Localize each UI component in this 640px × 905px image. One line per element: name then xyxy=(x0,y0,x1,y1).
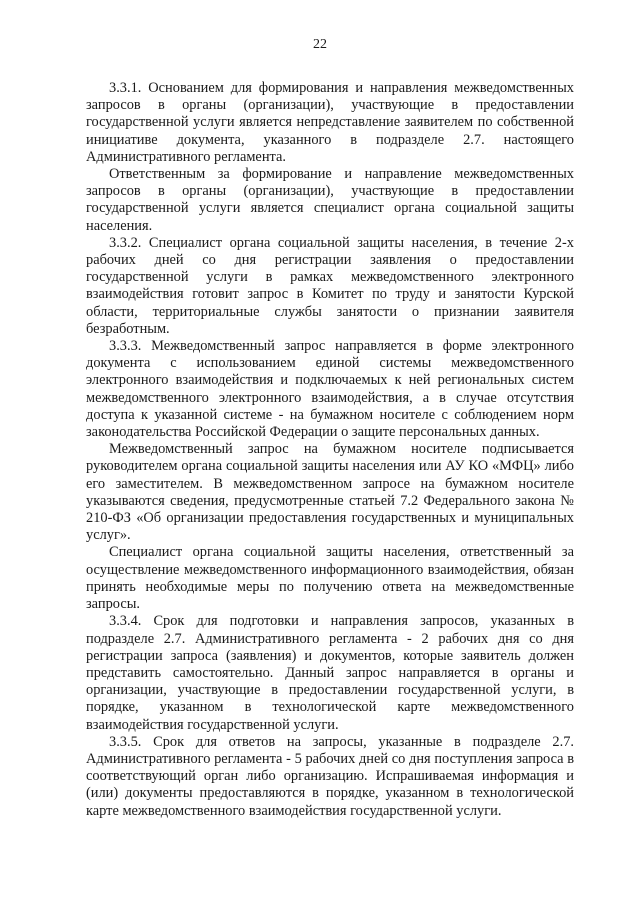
paragraph-3-3-2: 3.3.2. Специалист органа социальной защиты населения, в течение 2-х рабочих дней со дня регистрации заявления о предоставлении государственной услуги в рамках межведомственного электронного взаимодействия готовит запрос в Комитет по труду и занятости Курской области, территориальные службы занятости о признании заявителя безработным. xyxy=(86,234,574,337)
paragraph-3-3-5: 3.3.5. Срок для ответов на запросы, указанные в подразделе 2.7. Административного регламента - 5 рабочих дней со дня поступления запроса в соответствующий орган либо организацию. Испрашиваемая информация и (или) документы предоставляются в порядке, указанном в технологической карте межведомственного взаимодействия государственной услуги. xyxy=(86,733,574,819)
paragraph-3-3-4: 3.3.4. Срок для подготовки и направления запросов, указанных в подразделе 2.7. Административного регламента - 2 рабочих дня со дня регистрации запроса (заявления) и документов, которые заявитель должен представить самостоятельно. Данный запрос направляется в органы и организации, участвующие в предоставлении государственной услуги, в порядке, указанном в технологической карте межведомственного взаимодействия государственной услуги. xyxy=(86,613,574,733)
paragraph-paper-request: Межведомственный запрос на бумажном носителе подписывается руководителем органа социальной защиты населения или АУ КО «МФЦ» либо его заместителем. В межведомственном запросе на бумажном носителе указываются сведения, предусмотренные статьей 7.2 Федерального закона № 210-ФЗ «Об организации предоставления государственных и муниципальных услуг». xyxy=(86,441,574,544)
document-body xyxy=(86,80,574,820)
paragraph-3-3-1: 3.3.1. Основанием для формирования и направления межведомственных запросов в органы (организации), участвующие в предоставлении государственной услуги является непредставление заявителем по собственной инициативе документа, указанного в подразделе 2.7. настоящего Административного регламента. xyxy=(86,80,574,165)
paragraph-specialist-obligations: Специалист органа социальной защиты населения, ответственный за осуществление межведомственного информационного взаимодействия, обязан принять необходимые меры по получению ответа на межведомственные запросы. xyxy=(86,544,574,613)
page-number: 22 xyxy=(313,37,327,52)
paragraph-3-3-3: 3.3.3. Межведомственный запрос направляется в форме электронного документа с использованием единой системы межведомственного электронного взаимодействия и подключаемых к ней региональных систем межведомственного электронного взаимодействия, а в случае отсутствия доступа к указанной системе - на бумажном носителе с соблюдением норм законодательства Российской Федерации о защите персональных данных. xyxy=(86,338,574,441)
paragraph-responsible-specialist: Ответственным за формирование и направление межведомственных запросов в органы (организации), участвующие в предоставлении государственной услуги является специалист органа социальной защиты населения. xyxy=(86,166,574,234)
